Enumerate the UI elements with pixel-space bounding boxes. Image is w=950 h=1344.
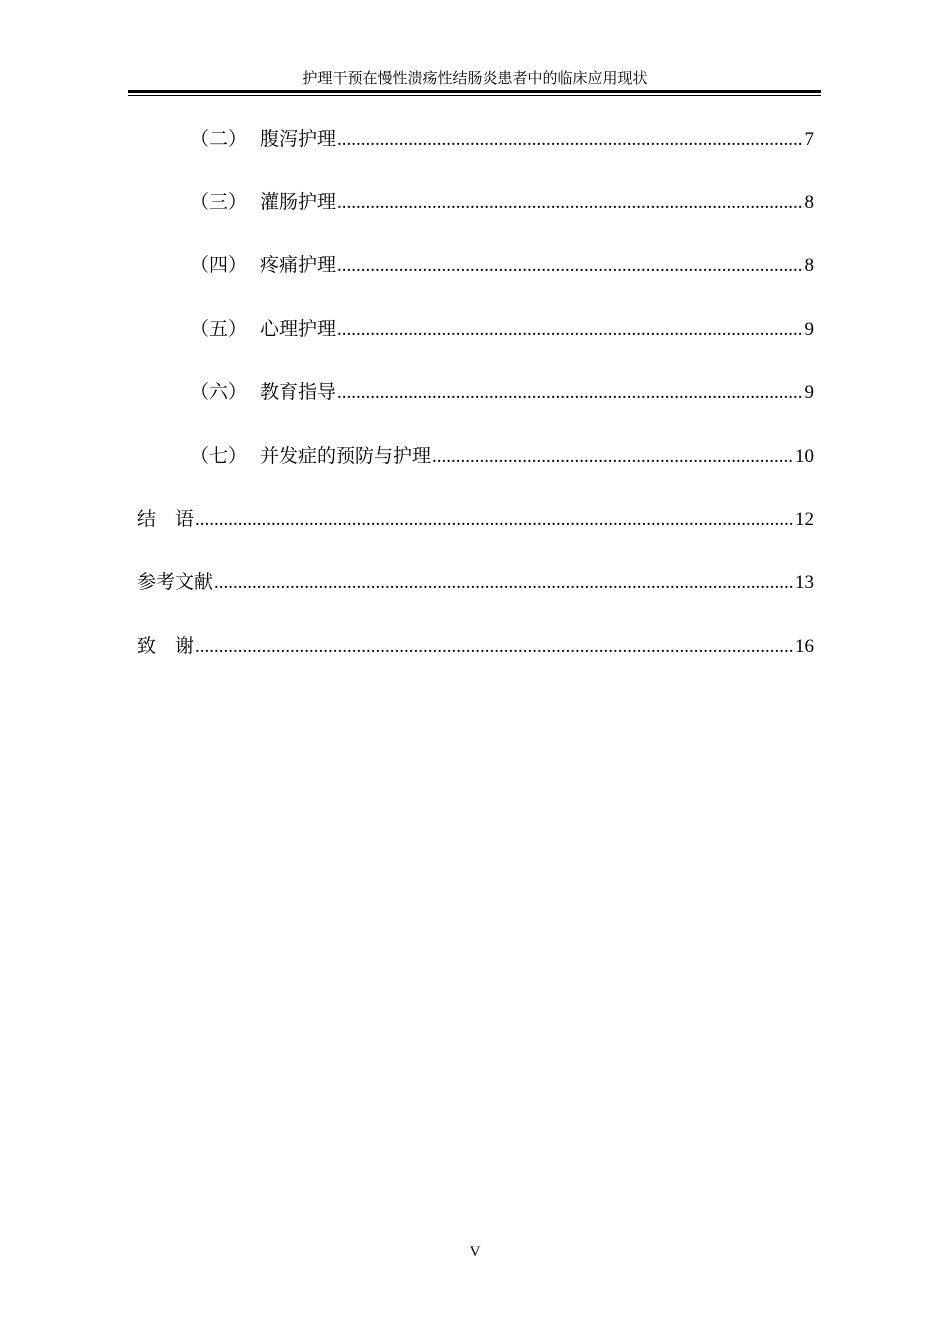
toc-entry-number: （五） (190, 318, 248, 340)
toc-entry-title: 并发症的预防与护理 (260, 445, 432, 467)
toc-entry-page: 8 (804, 255, 814, 276)
toc-entry-number: （四） (190, 254, 248, 276)
toc-entry[interactable] (190, 379, 814, 405)
header-rule-thick (128, 90, 821, 93)
toc-entry-title: 结 语 (137, 508, 195, 530)
toc-entry-number: （三） (190, 191, 248, 213)
toc-entry[interactable] (190, 126, 814, 152)
toc-entry-page: 8 (804, 192, 814, 213)
header-rule-thin (128, 95, 821, 96)
toc-dot-leader (432, 444, 794, 470)
toc-entry-references[interactable] (137, 569, 814, 595)
toc-dot-leader (337, 253, 803, 279)
header-title: 护理干预在慢性溃疡性结肠炎患者中的临床应用现状 (302, 69, 648, 87)
toc-entry-number: （六） (190, 381, 248, 403)
toc-entry-conclusion[interactable] (137, 506, 814, 532)
toc-entry-title: 致 谢 (137, 635, 195, 657)
toc-entry[interactable] (190, 189, 814, 215)
toc-entry[interactable] (190, 252, 814, 278)
page-number: V (469, 1244, 481, 1260)
toc-entry-title: 灌肠护理 (260, 191, 337, 213)
toc-entry-page: 7 (804, 129, 814, 150)
toc-entry-title: 疼痛护理 (260, 254, 337, 276)
toc-entry-page: 16 (795, 636, 814, 657)
toc-entry[interactable] (190, 443, 814, 469)
toc-entry-acknowledgements[interactable] (137, 633, 814, 659)
toc-entry-number: （七） (190, 445, 248, 467)
toc-dot-leader (195, 507, 794, 533)
toc-dot-leader (195, 634, 794, 660)
toc-entry-title: 参考文献 (137, 571, 214, 593)
toc-entry-title: 心理护理 (260, 318, 337, 340)
toc-dot-leader (337, 380, 803, 406)
toc-entry-title: 腹泻护理 (260, 128, 337, 150)
toc-entry-number: （二） (190, 128, 248, 150)
toc-entry-page: 10 (795, 446, 814, 467)
toc-entry-page: 13 (795, 572, 814, 593)
toc-entry[interactable] (190, 316, 814, 342)
toc-entry-page: 9 (804, 319, 814, 340)
toc-dot-leader (214, 570, 794, 596)
toc-entry-page: 12 (795, 509, 814, 530)
toc-entry-title: 教育指导 (260, 381, 337, 403)
toc-entry-page: 9 (804, 382, 814, 403)
toc-dot-leader (337, 190, 803, 216)
toc-dot-leader (337, 317, 803, 343)
toc-dot-leader (337, 127, 803, 153)
